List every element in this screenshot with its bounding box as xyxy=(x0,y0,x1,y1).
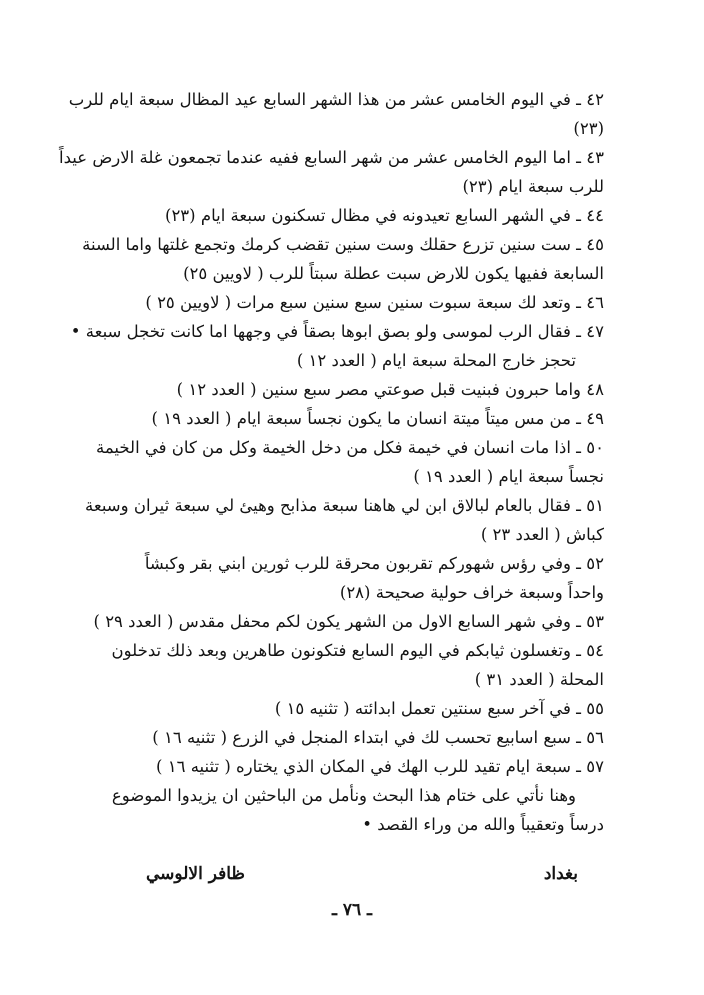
text-line: ٥٣ ـ وفي شهر السابع الاول من الشهر يكون لكم محفل مقدس ( العدد ٢٩ ) xyxy=(93,612,604,631)
page-number: ـ ٧٦ ـ xyxy=(331,900,373,920)
text-line: ٤٧ ـ فقال الرب لموسى ولو بصق ابوها بصقاً في وجهها اما كانت تخجل سبعة • xyxy=(70,322,604,341)
text-line: ٤٥ ـ ست سنين تزرع حقلك وست سنين تقضب كرمك وتجمع غلتها واما السنة xyxy=(82,235,604,254)
text-line: واحداً وسبعة خراف حولية صحيحة (٢٨) xyxy=(339,583,604,602)
text-line: ٥٥ ـ في آخر سبع سنتين تعمل ابدائته ( تثنيه ١٥ ) xyxy=(274,699,604,718)
body-text xyxy=(59,86,604,840)
text-line: ٤٦ ـ وتعد لك سبعة سبوت سنين سبع سنين سبع مرات ( لاويين ٢٥ ) xyxy=(145,293,604,312)
place-label: بغداد xyxy=(543,864,578,884)
text-line: ٤٩ ـ من مس ميتاً ميتة انسان ما يكون نجساً سبعة ايام ( العدد ١٩ ) xyxy=(151,409,604,428)
author-name: ظافر الالوسي xyxy=(146,864,245,884)
text-line: (٢٣) xyxy=(573,119,604,138)
text-line: ٤٣ ـ اما اليوم الخامس عشر من شهر السابع ففيه عندما تجمعون غلة الارض عيداً xyxy=(59,148,604,167)
text-line: تحجز خارج المحلة سبعة ايام ( العدد ١٢ ) xyxy=(296,351,576,370)
text-line: كباش ( العدد ٢٣ ) xyxy=(480,525,604,544)
text-line: ٥٢ ـ وفي رؤس شهوركم تقربون محرقة للرب ثورين ابني بقر وكبشاً xyxy=(144,554,604,573)
text-line: ٥٠ ـ اذا مات انسان في خيمة فكل من دخل الخيمة وكل من كان في الخيمة xyxy=(96,438,604,457)
text-line: ٤٤ ـ في الشهر السابع تعيدونه في مظال تسكنون سبعة ايام (٢٣) xyxy=(165,206,604,225)
text-line: السابعة ففيها يكون للارض سبت عطلة سبتاً للرب ( لاويين ٢٥) xyxy=(183,264,604,283)
text-line: ٥٦ ـ سبع اسابيع تحسب لك في ابتداء المنجل في الزرع ( تثنيه ١٦ ) xyxy=(152,728,604,747)
text-line: ٥٤ ـ وتغسلون ثيابكم في اليوم السابع فتكونون طاهرين وبعد ذلك تدخلون xyxy=(111,641,604,660)
text-line: درساً وتعقيباً والله من وراء القصد • xyxy=(362,815,604,834)
text-line: وهنا نأتي على ختام هذا البحث ونأمل من الباحثين ان يزيدوا الموضوع xyxy=(111,786,576,805)
text-line: ٥١ ـ فقال بالعام لبالاق ابن لي هاهنا سبعة مذابح وهيئ لي سبعة ثيران وسبعة xyxy=(85,496,604,515)
text-line: المحلة ( العدد ٣١ ) xyxy=(474,670,604,689)
text-line: نجساً سبعة ايام ( العدد ١٩ ) xyxy=(413,467,604,486)
text-line: ٥٧ ـ سبعة ايام تقيد للرب الهك في المكان الذي يختاره ( تثنيه ١٦ ) xyxy=(156,757,604,776)
text-line: للرب سبعة ايام (٢٣) xyxy=(462,177,604,196)
text-line: ٤٨ واما حبرون فبنيت قبل صوعتي مصر سبع سنين ( العدد ١٢ ) xyxy=(176,380,604,399)
text-line: ٤٢ ـ في اليوم الخامس عشر من هذا الشهر السابع عيد المظال سبعة ايام للرب xyxy=(68,90,604,109)
